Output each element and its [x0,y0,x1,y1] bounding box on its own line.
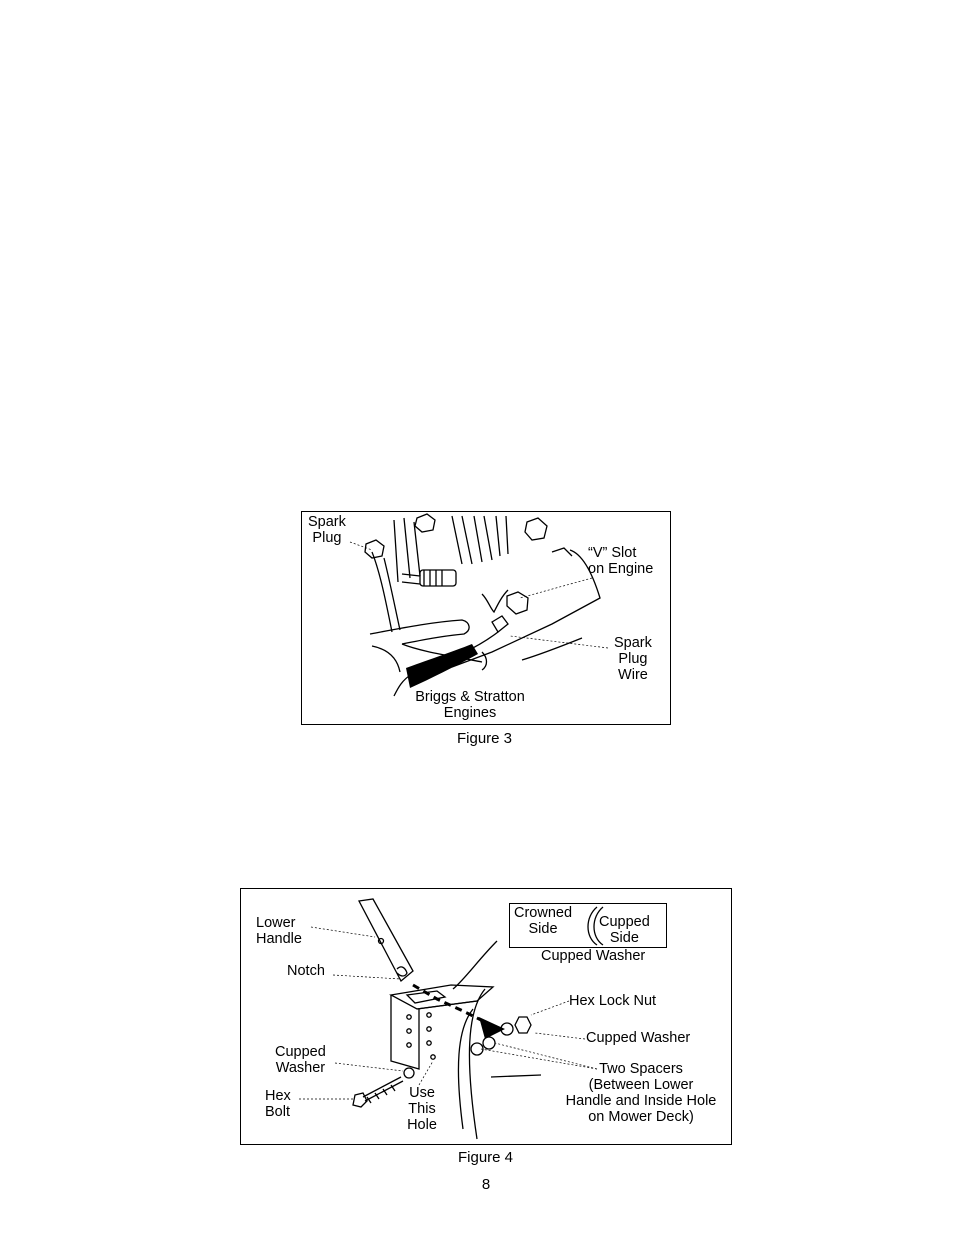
page-number: 8 [481,1176,491,1193]
label-line: Handle [256,931,302,947]
label-line: Cupped [275,1044,326,1060]
label-line: Use [409,1085,435,1101]
label-line: Crowned [514,905,573,921]
use-this-hole-label [401,1085,443,1133]
cupped-washer-right-label: Cupped Washer [586,1030,691,1046]
label-line: Side [609,930,639,946]
label-line: on Engine [588,561,654,577]
label-line: Plug [312,530,342,546]
cupped-washer-left-label [275,1044,326,1076]
figure-4-caption: Figure 4 [458,1149,514,1166]
label-line: Plug [618,651,648,667]
hex-lock-nut-label: Hex Lock Nut [569,993,657,1009]
label-line: Side [528,921,558,937]
two-spacers-label [557,1061,725,1125]
cupped-side-label [599,914,650,946]
label-line: Two Spacers [599,1061,683,1077]
figure-3-frame [301,511,671,725]
label-line: This [408,1101,436,1117]
label-line: Briggs & Stratton [415,689,525,705]
label-line: “V” Slot [588,545,637,561]
spark-plug-wire-label [614,635,652,683]
engine-brand-label [402,689,538,721]
label-line: Handle and Inside Hole [565,1093,717,1109]
label-line: Lower [256,915,296,931]
figure-3-caption: Figure 3 [457,730,513,747]
label-line: on Mower Deck) [588,1109,694,1125]
label-line: Hole [407,1117,437,1133]
label-line: Engines [443,705,497,721]
label-line: Cupped [599,914,650,930]
label-line: Hex [265,1088,291,1104]
label-line: Washer [275,1060,326,1076]
lower-handle-label [256,915,302,947]
v-slot-label [588,545,653,577]
cupped-washer-title: Cupped Washer [541,948,646,964]
label-line: Wire [618,667,648,683]
notch-label: Notch [287,963,325,979]
label-line: Spark [614,635,652,651]
figure-4-frame [240,888,732,1145]
label-line: Spark [308,514,346,530]
hex-bolt-label [265,1088,291,1120]
label-line: Bolt [265,1104,290,1120]
spark-plug-label [308,514,346,546]
crowned-side-label [514,905,572,937]
label-line: (Between Lower [588,1077,694,1093]
